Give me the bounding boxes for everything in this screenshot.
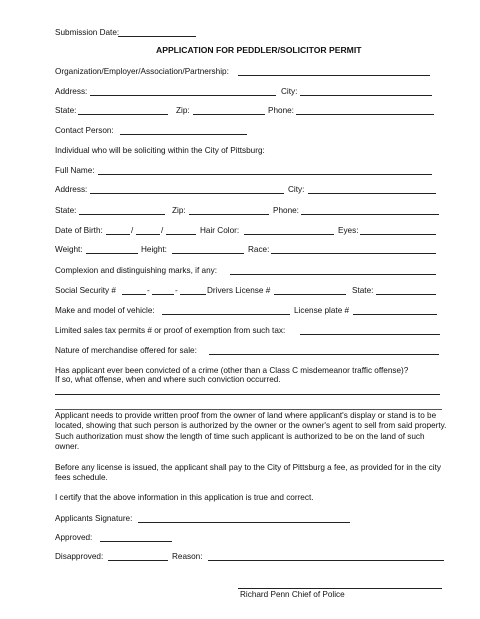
fee-notice-text: Before any license is issued, the applicant shall pay to the City of Pittsburg a fee, as provided for in the city fees schedule. <box>55 463 441 483</box>
ind-zip-label: Zip: <box>172 206 186 215</box>
org-city-label: City: <box>281 87 298 96</box>
vehicle-field[interactable] <box>162 314 290 315</box>
ind-phone-field[interactable] <box>301 214 439 215</box>
vehicle-label: Make and model of vehicle: <box>55 306 155 315</box>
dob-day-field[interactable] <box>136 234 160 235</box>
complexion-field[interactable] <box>230 274 436 275</box>
merchandise-label: Nature of merchandise offered for sale: <box>55 346 197 355</box>
org-zip-field[interactable] <box>193 114 265 115</box>
contact-person-label: Contact Person: <box>55 126 114 135</box>
ssn-sep-2: - <box>175 286 178 295</box>
org-city-field[interactable] <box>300 95 432 96</box>
ssn-part-2-field[interactable] <box>152 294 174 295</box>
ssn-part-3-field[interactable] <box>180 294 206 295</box>
ssn-sep-1: - <box>147 286 150 295</box>
ind-phone-label: Phone: <box>273 206 299 215</box>
individual-heading: Individual who will be soliciting within the City of Pittsburg: <box>55 146 265 155</box>
drivers-license-field[interactable] <box>274 294 346 295</box>
license-plate-label: License plate # <box>294 306 350 315</box>
certification-text: I certify that the above information in this application is true and correct. <box>55 493 314 502</box>
approved-label: Approved: <box>55 533 93 542</box>
submission-date-label: Submission Date: <box>55 28 120 37</box>
ind-state-field[interactable] <box>79 214 165 215</box>
dob-year-field[interactable] <box>166 234 196 235</box>
dob-month-field[interactable] <box>106 234 130 235</box>
org-phone-field[interactable] <box>296 114 434 115</box>
dob-sep-2: / <box>161 226 164 235</box>
signature-field[interactable] <box>138 522 350 523</box>
approved-field[interactable] <box>100 541 172 542</box>
ssn-part-1-field[interactable] <box>122 294 146 295</box>
ind-state-label: State: <box>55 206 77 215</box>
contact-person-field[interactable] <box>120 134 247 135</box>
signature-label: Applicants Signature: <box>55 514 133 523</box>
license-state-label: State: <box>352 286 374 295</box>
complexion-label: Complexion and distinguishing marks, if any: <box>55 266 218 275</box>
disapproved-label: Disapproved: <box>55 552 104 561</box>
form-title: APPLICATION FOR PEDDLER/SOLICITOR PERMIT <box>156 45 362 55</box>
hair-color-field[interactable] <box>244 234 334 235</box>
ssn-label: Social Security # <box>55 286 116 295</box>
section-divider <box>55 409 442 410</box>
ind-city-label: City: <box>288 185 305 194</box>
dob-sep-1: / <box>131 226 134 235</box>
org-address-label: Address: <box>55 87 88 96</box>
height-label: Height: <box>141 245 167 254</box>
chief-of-police-name: Richard Penn Chief of Police <box>240 590 345 599</box>
land-owner-proof-text: Applicant needs to provide written proof from the owner of land where applicant's display or stand is to be located, showing that such person is authorized by the owner or the owner's agent to sell from said property. Such authorization must show the length of time such applicant is authorized to be on the land of such owner. <box>55 411 447 451</box>
ind-zip-field[interactable] <box>189 214 269 215</box>
reason-field[interactable] <box>208 560 444 561</box>
crime-question-line-2: If so, what offense, when and where such conviction occurred. <box>55 375 281 384</box>
org-address-field[interactable] <box>90 95 276 96</box>
race-field[interactable] <box>271 253 436 254</box>
eyes-field[interactable] <box>360 234 436 235</box>
height-field[interactable] <box>172 253 244 254</box>
weight-field[interactable] <box>86 253 138 254</box>
hair-color-label: Hair Color: <box>200 226 240 235</box>
license-state-field[interactable] <box>376 294 436 295</box>
organization-label: Organization/Employer/Association/Partnership: <box>55 67 229 76</box>
weight-label: Weight: <box>55 245 83 254</box>
ind-address-label: Address: <box>55 185 88 194</box>
eyes-label: Eyes: <box>338 226 359 235</box>
merchandise-field[interactable] <box>209 354 439 355</box>
submission-date-field[interactable] <box>118 36 196 37</box>
org-state-field[interactable] <box>78 114 168 115</box>
ind-city-field[interactable] <box>308 193 436 194</box>
disapproved-field[interactable] <box>108 560 168 561</box>
sales-tax-label: Limited sales tax permits # or proof of exemption from such tax: <box>55 326 286 335</box>
org-zip-label: Zip: <box>176 106 190 115</box>
license-plate-field[interactable] <box>353 314 437 315</box>
race-label: Race: <box>248 245 270 254</box>
drivers-license-label: Drivers License # <box>207 286 271 295</box>
reason-label: Reason: <box>172 552 203 561</box>
full-name-field[interactable] <box>98 174 432 175</box>
crime-question-line-1: Has applicant ever been convicted of a crime (other than a Class C misdemeanor traffic offense)? <box>55 366 409 375</box>
chief-signature-line <box>238 588 442 589</box>
full-name-label: Full Name: <box>55 166 95 175</box>
crime-answer-field[interactable] <box>55 394 440 395</box>
organization-field[interactable] <box>238 75 430 76</box>
org-state-label: State: <box>55 106 77 115</box>
dob-label: Date of Birth: <box>55 226 103 235</box>
org-phone-label: Phone: <box>268 106 294 115</box>
ind-address-field[interactable] <box>90 193 284 194</box>
sales-tax-field[interactable] <box>300 334 440 335</box>
